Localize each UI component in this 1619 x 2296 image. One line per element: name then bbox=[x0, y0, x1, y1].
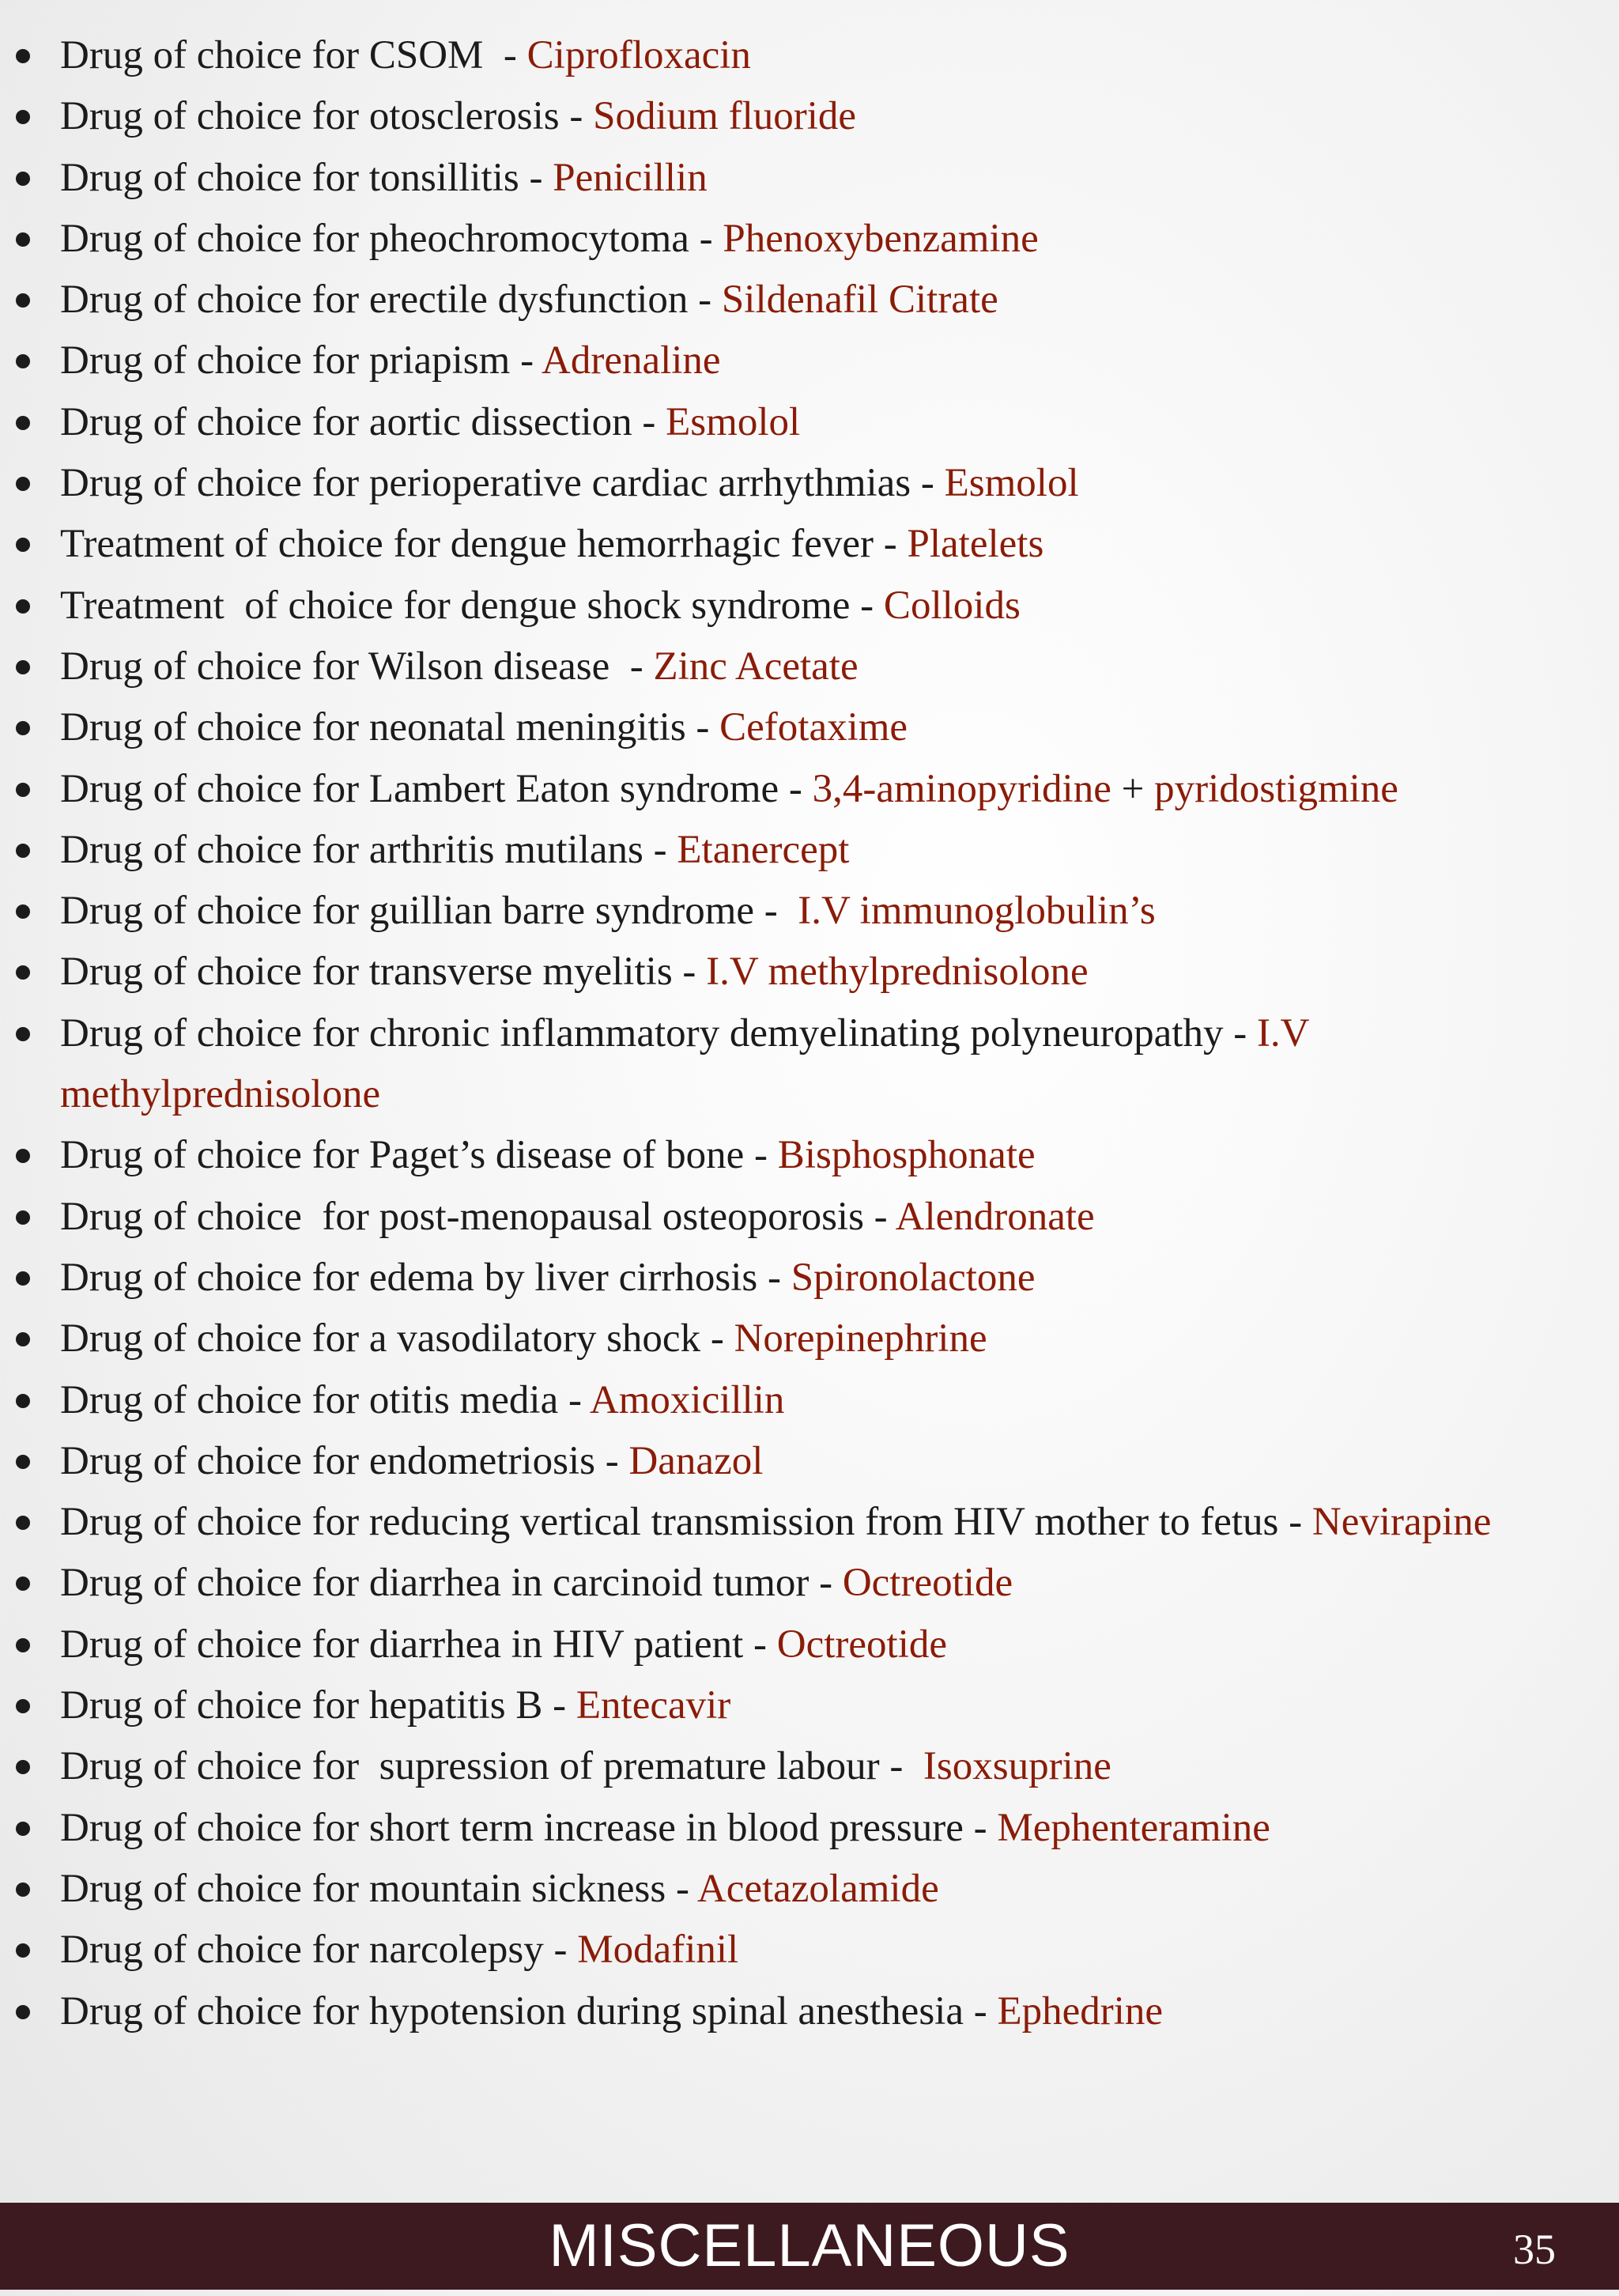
condition-text: Drug of choice for supression of premature labour - bbox=[60, 1744, 923, 1789]
condition-text: Drug of choice for endometriosis - bbox=[60, 1438, 629, 1483]
drug-answer: Etanercept bbox=[677, 827, 850, 872]
list-item bbox=[0, 392, 1605, 453]
drug-answer: Adrenaline bbox=[542, 338, 721, 383]
condition-text: Drug of choice for neonatal meningitis - bbox=[60, 705, 720, 750]
condition-text: Drug of choice for post-menopausal osteoporosis - bbox=[60, 1194, 896, 1239]
section-title: MISCELLANEOUS bbox=[549, 2212, 1070, 2279]
drug-answer: Alendronate bbox=[895, 1194, 1095, 1239]
condition-text: Drug of choice for CSOM - bbox=[60, 33, 527, 77]
list-item bbox=[0, 514, 1605, 575]
drug-answer: Colloids bbox=[883, 583, 1021, 628]
drug-answer: Zinc Acetate bbox=[653, 644, 859, 689]
drug-answer: 3,4-aminopyridine bbox=[812, 766, 1111, 811]
list-item bbox=[0, 1553, 1605, 1614]
drug-answer: Amoxicillin bbox=[589, 1377, 785, 1422]
drug-answer: Phenoxybenzamine bbox=[723, 216, 1039, 261]
condition-text: Drug of choice for short term increase in blood pressure - bbox=[60, 1805, 998, 1850]
condition-text: Drug of choice for mountain sickness - bbox=[60, 1866, 697, 1911]
list-item bbox=[0, 453, 1605, 514]
condition-text: Drug of choice for otosclerosis - bbox=[60, 94, 594, 139]
list-item bbox=[0, 209, 1605, 270]
condition-text: Drug of choice for Paget’s disease of bone - bbox=[60, 1133, 778, 1178]
drug-answer: Esmolol bbox=[666, 399, 801, 444]
drug-answer: Sildenafil Citrate bbox=[721, 278, 998, 323]
drug-answer: Acetazolamide bbox=[696, 1866, 939, 1911]
list-item bbox=[0, 1675, 1605, 1736]
list-item bbox=[0, 148, 1605, 209]
drug-answer: Octreotide bbox=[842, 1561, 1013, 1606]
drug-answer: Octreotide bbox=[776, 1622, 948, 1667]
condition-text: Drug of choice for aortic dissection - bbox=[60, 399, 666, 444]
condition-text: Drug of choice for narcolepsy - bbox=[60, 1928, 578, 1973]
condition-text: Drug of choice for transverse myelitis - bbox=[60, 950, 707, 995]
condition-text: Drug of choice for hypotension during spinal anesthesia - bbox=[60, 1988, 998, 2034]
condition-text: Drug of choice for otitis media - bbox=[60, 1377, 590, 1422]
condition-text: Drug of choice for Lambert Eaton syndrome - bbox=[60, 766, 813, 811]
list-item bbox=[0, 1798, 1605, 1859]
list-item bbox=[0, 1859, 1605, 1920]
condition-text: Drug of choice for perioperative cardiac arrhythmias - bbox=[60, 461, 945, 506]
list-item bbox=[0, 1125, 1605, 1186]
drug-answer: I.V immunoglobulin’s bbox=[798, 889, 1156, 934]
list-item bbox=[0, 1492, 1605, 1553]
list-item bbox=[0, 1370, 1605, 1431]
list-item bbox=[0, 576, 1605, 636]
drug-answer: Danazol bbox=[628, 1438, 764, 1483]
list-item bbox=[0, 270, 1605, 330]
list-item bbox=[0, 1248, 1605, 1308]
condition-text: Treatment of choice for dengue hemorrhagic fever - bbox=[60, 522, 908, 567]
list-item bbox=[0, 759, 1605, 820]
combination-plus: + bbox=[1111, 766, 1155, 811]
condition-text: Drug of choice for tonsillitis - bbox=[60, 155, 553, 200]
condition-text: Drug of choice for a vasodilatory shock - bbox=[60, 1316, 734, 1361]
footer-bar bbox=[0, 2203, 1619, 2290]
list-item bbox=[0, 1981, 1605, 2042]
condition-text: Drug of choice for diarrhea in carcinoid tumor - bbox=[60, 1561, 843, 1606]
drug-answer: Penicillin bbox=[553, 155, 708, 200]
condition-text: Drug of choice for pheochromocytoma - bbox=[60, 216, 723, 261]
drug-answer: Platelets bbox=[907, 522, 1044, 567]
drug-answer: Ciprofloxacin bbox=[526, 33, 751, 77]
drug-answer: Cefotaxime bbox=[719, 705, 908, 750]
condition-text: Drug of choice for diarrhea in HIV patient - bbox=[60, 1622, 777, 1667]
list-item bbox=[0, 1003, 1605, 1126]
condition-text: Drug of choice for priapism - bbox=[60, 338, 542, 383]
list-item bbox=[0, 1614, 1605, 1675]
list-item bbox=[0, 1187, 1605, 1248]
condition-text: Drug of choice for guillian barre syndrome - bbox=[60, 889, 798, 934]
condition-text: Drug of choice for arthritis mutilans - bbox=[60, 827, 677, 872]
list-item bbox=[0, 330, 1605, 391]
drug-answer: Isoxsuprine bbox=[923, 1744, 1111, 1789]
list-item bbox=[0, 86, 1605, 147]
list-item bbox=[0, 1431, 1605, 1492]
drug-answer: Modafinil bbox=[577, 1928, 739, 1973]
list-item bbox=[0, 820, 1605, 881]
list-item bbox=[0, 1920, 1605, 1981]
drug-answer: Ephedrine bbox=[997, 1988, 1164, 2034]
drug-answer: Spironolactone bbox=[791, 1255, 1036, 1300]
condition-text: Treatment of choice for dengue shock syndrome - bbox=[60, 583, 884, 628]
page-content bbox=[0, 25, 1605, 2042]
drug-answer-secondary: pyridostigmine bbox=[1154, 766, 1398, 811]
drug-answer: Entecavir bbox=[576, 1683, 731, 1728]
drug-answer: Bisphosphonate bbox=[777, 1133, 1036, 1178]
condition-text: Drug of choice for edema by liver cirrhosis - bbox=[60, 1255, 791, 1300]
page-number: 35 bbox=[1513, 2226, 1556, 2273]
list-item bbox=[0, 881, 1605, 942]
drug-answer: Mephenteramine bbox=[997, 1805, 1270, 1850]
list-item bbox=[0, 636, 1605, 697]
drug-answer: Esmolol bbox=[944, 461, 1079, 506]
condition-text: Drug of choice for reducing vertical transmission from HIV mother to fetus - bbox=[60, 1500, 1312, 1545]
condition-text: Drug of choice for erectile dysfunction - bbox=[60, 278, 722, 323]
list-item bbox=[0, 942, 1605, 1003]
list-item bbox=[0, 1736, 1605, 1797]
list-item bbox=[0, 25, 1605, 86]
condition-text: Drug of choice for Wilson disease - bbox=[60, 644, 654, 689]
list-item bbox=[0, 1308, 1605, 1369]
condition-text: Drug of choice for chronic inflammatory demyelinating polyneuropathy - bbox=[60, 1010, 1257, 1055]
drug-answer: Norepinephrine bbox=[734, 1316, 987, 1361]
drug-list bbox=[0, 25, 1605, 2042]
drug-answer: Nevirapine bbox=[1311, 1500, 1492, 1545]
condition-text: Drug of choice for hepatitis B - bbox=[60, 1683, 576, 1728]
drug-answer: Sodium fluoride bbox=[593, 94, 857, 139]
drug-answer: I.V methylprednisolone bbox=[706, 950, 1089, 995]
list-item bbox=[0, 697, 1605, 758]
drug-answer: I.V methylprednisolone bbox=[60, 1010, 1319, 1117]
